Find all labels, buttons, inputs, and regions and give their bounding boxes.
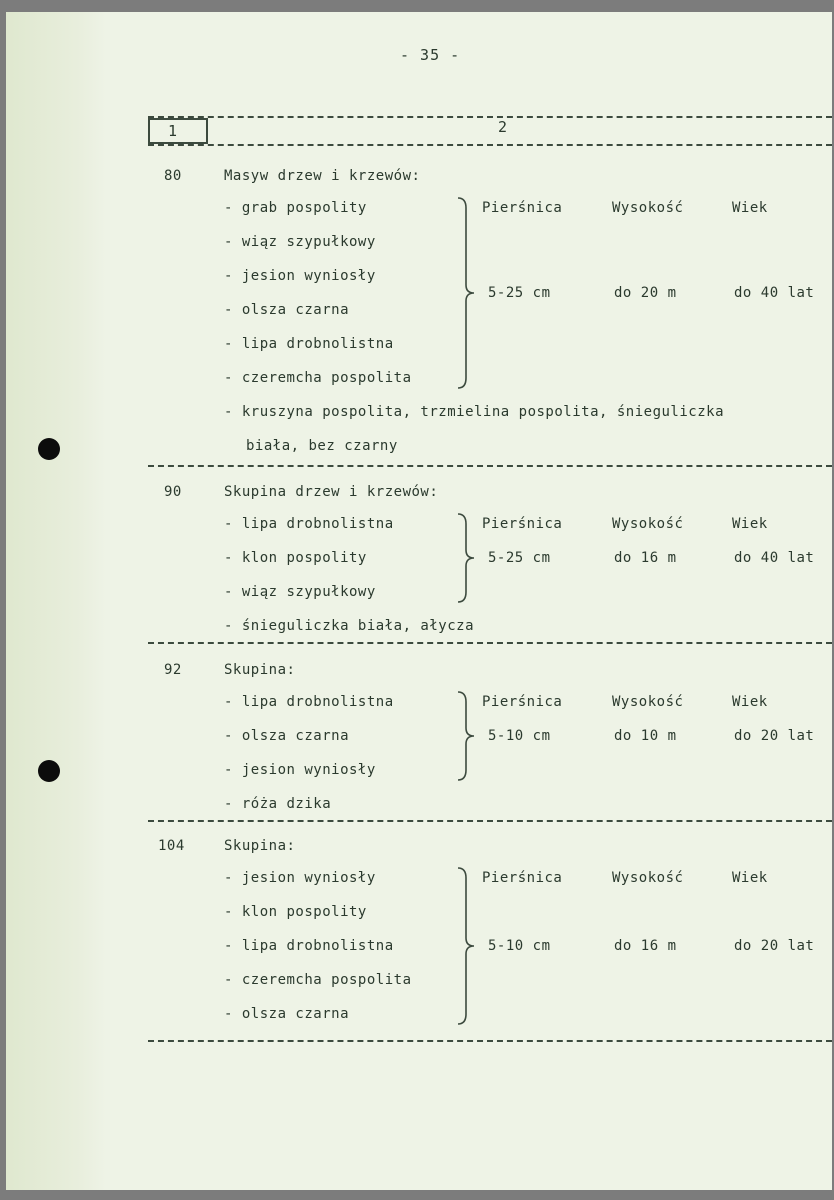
section-number: 80 — [164, 168, 182, 184]
section-title: Skupina: — [224, 662, 296, 678]
species-item: - lipa drobnolistna — [224, 938, 394, 954]
diameter-label: Pierśnica — [482, 694, 563, 710]
other-species: - kruszyna pospolita, trzmielina pospolita, śnieguliczka — [224, 404, 725, 420]
section-title: Skupina: — [224, 838, 296, 854]
page-edge-shadow — [6, 12, 106, 1190]
species-item: - lipa drobnolistna — [224, 336, 394, 352]
curly-brace — [456, 866, 476, 1026]
diameter-label: Pierśnica — [482, 870, 563, 886]
curly-brace — [456, 690, 476, 782]
header-top-line — [148, 116, 832, 118]
section-separator — [148, 820, 832, 822]
species-item: - jesion wyniosły — [224, 870, 376, 886]
punch-hole-bottom — [38, 760, 60, 782]
height-value: do 16 m — [614, 938, 677, 954]
header-bottom-line — [148, 144, 832, 146]
section-number: 104 — [158, 838, 185, 854]
age-value: do 20 lat — [734, 938, 815, 954]
species-item: - olsza czarna — [224, 1006, 350, 1022]
age-value: do 40 lat — [734, 550, 815, 566]
species-item: - jesion wyniosły — [224, 762, 376, 778]
other-species: biała, bez czarny — [246, 438, 398, 454]
section-separator — [148, 1040, 832, 1042]
section-number: 90 — [164, 484, 182, 500]
diameter-value: 5-25 cm — [488, 550, 551, 566]
diameter-value: 5-10 cm — [488, 728, 551, 744]
height-label: Wysokość — [612, 516, 684, 532]
species-item: - jesion wyniosły — [224, 268, 376, 284]
species-item: - grab pospolity — [224, 200, 367, 216]
punch-hole-top — [38, 438, 60, 460]
header-col1-box — [148, 118, 208, 144]
section-title: Masyw drzew i krzewów: — [224, 168, 421, 184]
species-item: - wiąz szypułkowy — [224, 234, 376, 250]
header-col1: 1 — [168, 122, 178, 140]
diameter-label: Pierśnica — [482, 516, 563, 532]
height-label: Wysokość — [612, 200, 684, 216]
height-value: do 10 m — [614, 728, 677, 744]
page-number: - 35 - — [400, 46, 461, 64]
header-col2: 2 — [498, 118, 508, 136]
diameter-value: 5-25 cm — [488, 285, 551, 301]
species-item: - klon pospolity — [224, 904, 367, 920]
height-label: Wysokość — [612, 694, 684, 710]
age-label: Wiek — [732, 516, 768, 532]
height-value: do 16 m — [614, 550, 677, 566]
age-value: do 20 lat — [734, 728, 815, 744]
age-label: Wiek — [732, 870, 768, 886]
species-item: - lipa drobnolistna — [224, 694, 394, 710]
species-item: - lipa drobnolistna — [224, 516, 394, 532]
age-label: Wiek — [732, 694, 768, 710]
height-value: do 20 m — [614, 285, 677, 301]
species-item: - wiąz szypułkowy — [224, 584, 376, 600]
age-value: do 40 lat — [734, 285, 815, 301]
species-item: - olsza czarna — [224, 728, 350, 744]
document-page — [6, 12, 832, 1190]
other-species: - róża dzika — [224, 796, 332, 812]
section-number: 92 — [164, 662, 182, 678]
species-item: - klon pospolity — [224, 550, 367, 566]
diameter-value: 5-10 cm — [488, 938, 551, 954]
curly-brace — [456, 512, 476, 604]
other-species: - śnieguliczka biała, ałycza — [224, 618, 475, 634]
species-item: - czeremcha pospolita — [224, 972, 412, 988]
height-label: Wysokość — [612, 870, 684, 886]
age-label: Wiek — [732, 200, 768, 216]
species-item: - olsza czarna — [224, 302, 350, 318]
section-separator — [148, 465, 832, 467]
section-title: Skupina drzew i krzewów: — [224, 484, 439, 500]
curly-brace — [456, 196, 476, 390]
diameter-label: Pierśnica — [482, 200, 563, 216]
species-item: - czeremcha pospolita — [224, 370, 412, 386]
section-separator — [148, 642, 832, 644]
